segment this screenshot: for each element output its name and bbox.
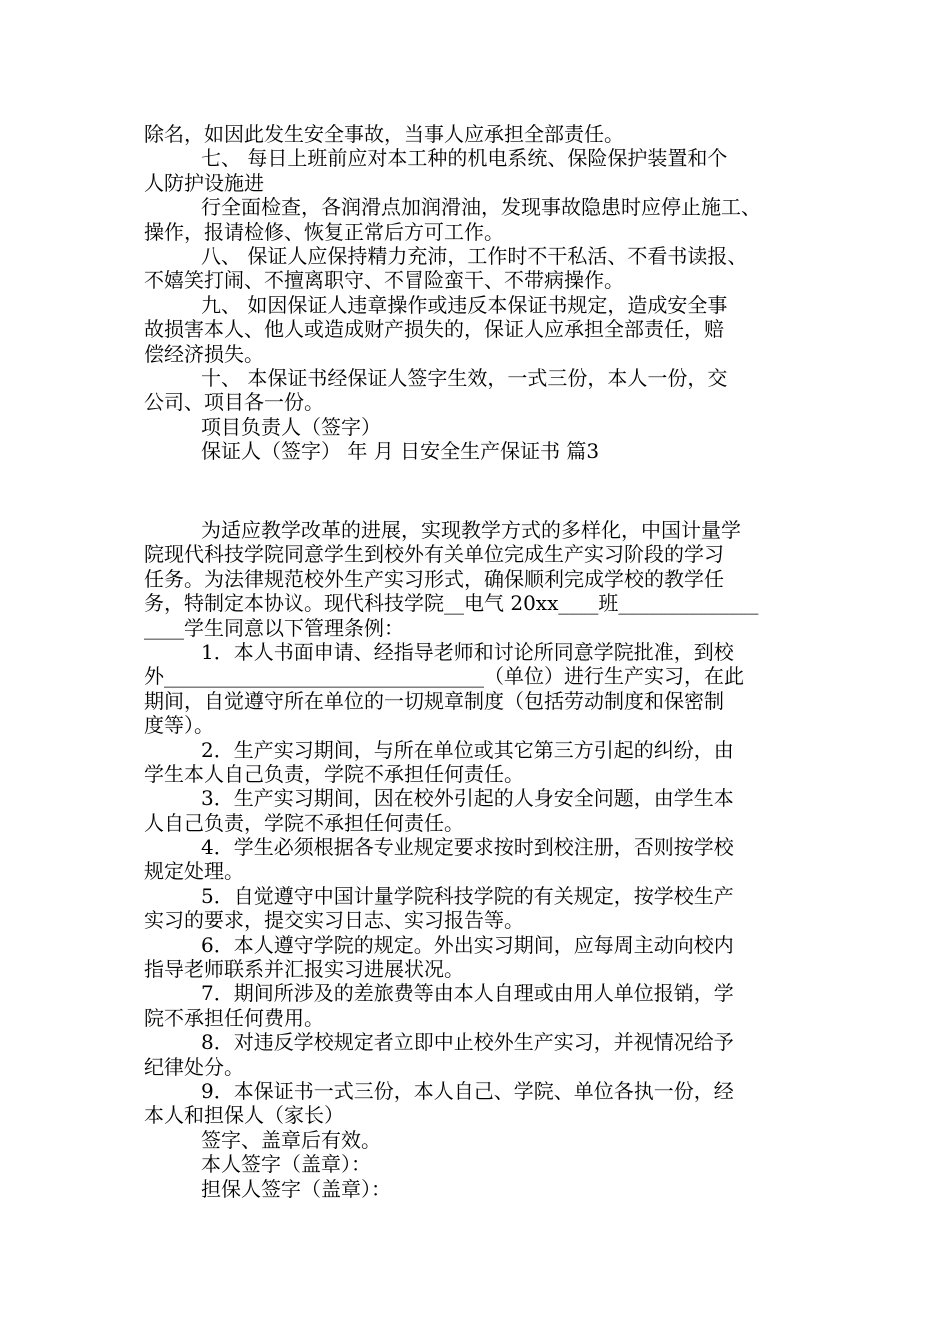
text-line: 期间，自觉遵守所在单位的一切规章制度（包括劳动制度和保密制: [144, 688, 724, 713]
text-line: 任务。为法律规范校外生产实习形式，确保顺利完成学校的教学任: [144, 566, 724, 591]
text-line: 人防护设施进: [144, 170, 264, 195]
signature-line-project-leader: 项目负责人（签字）: [201, 414, 381, 439]
text-line: 5．自觉遵守中国计量学院科技学院的有关规定，按学校生产: [201, 883, 734, 908]
text-line: 院不承担任何费用。: [144, 1005, 324, 1030]
text-line: 纪律处分。: [144, 1054, 244, 1079]
text-line: 院现代科技学院同意学生到校外有关单位完成生产实习阶段的学习: [144, 542, 724, 567]
text-line: 7．期间所涉及的差旅费等由本人自理或由用人单位报销，学: [201, 981, 734, 1006]
text-line: 行全面检查，各润滑点加润滑油，发现事故隐患时应停止施工、: [201, 195, 761, 220]
text-line: 签字、盖章后有效。: [201, 1127, 381, 1152]
text-line: 操作，报请检修、恢复正常后方可工作。: [144, 219, 504, 244]
signature-line-self: 本人签字（盖章）：: [201, 1152, 371, 1177]
text-line: 实习的要求，提交实习日志、实习报告等。: [144, 908, 524, 933]
text-line: 公司、项目各一份。: [144, 390, 324, 415]
text-line: 4．学生必须根据各专业规定要求按时到校注册，否则按学校: [201, 835, 734, 860]
text-line: 外________________________________（单位）进行生产实习，在此: [144, 664, 744, 689]
text-line: 2．生产实习期间，与所在单位或其它第三方引起的纠纷，由: [201, 737, 734, 762]
text-line: 务，特制定本协议。现代科技学院__电气 20xx____班______________: [144, 591, 759, 616]
text-line: 十、 本保证书经保证人签字生效，一式三份，本人一份，交: [201, 365, 728, 390]
text-line: 为适应教学改革的进展，实现教学方式的多样化，中国计量学: [201, 518, 741, 542]
text-line: 规定处理。: [144, 859, 244, 884]
text-line: 故损害本人、他人或造成财产损失的，保证人应承担全部责任，赔: [144, 317, 724, 342]
signature-line-guarantor: 保证人（签字） 年 月 日安全生产保证书 篇3: [201, 439, 600, 464]
text-line: 6．本人遵守学院的规定。外出实习期间，应每周主动向校内: [201, 932, 734, 957]
text-line: 8．对违反学校规定者立即中止校外生产实习，并视情况给予: [201, 1030, 734, 1055]
text-line: 除名，如因此发生安全事故，当事人应承担全部责任。: [144, 122, 624, 146]
signature-line-guarantor: 担保人签字（盖章）：: [201, 1176, 391, 1201]
text-line: 八、 保证人应保持精力充沛，工作时不干私活、不看书读报、: [201, 243, 748, 268]
text-line: ____学生同意以下管理条例：: [144, 615, 404, 640]
section-internship-agreement: [144, 518, 810, 1201]
text-line: 3．生产实习期间，因在校外引起的人身安全问题，由学生本: [201, 786, 734, 811]
section-safety-guarantee: [144, 122, 810, 463]
text-line: 度等）。: [144, 713, 214, 738]
text-line: 人自己负责，学院不承担任何责任。: [144, 810, 464, 835]
text-line: 指导老师联系并汇报实习进展状况。: [144, 957, 464, 982]
text-line: 九、 如因保证人违章操作或违反本保证书规定，造成安全事: [201, 292, 728, 317]
text-line: 1．本人书面申请、经指导老师和讨论所同意学院批准，到校: [201, 639, 734, 664]
text-line: 不嬉笑打闹、不擅离职守、不冒险蛮干、不带病操作。: [144, 268, 624, 293]
text-line: 9．本保证书一式三份，本人自己、学院、单位各执一份，经: [201, 1078, 734, 1103]
text-line: 偿经济损失。: [144, 341, 264, 366]
text-line: 本人和担保人（家长）: [144, 1103, 344, 1128]
text-line: 学生本人自己负责，学院不承担任何责任。: [144, 761, 524, 786]
text-line: 七、 每日上班前应对本工种的机电系统、保险保护装置和个: [201, 146, 728, 171]
